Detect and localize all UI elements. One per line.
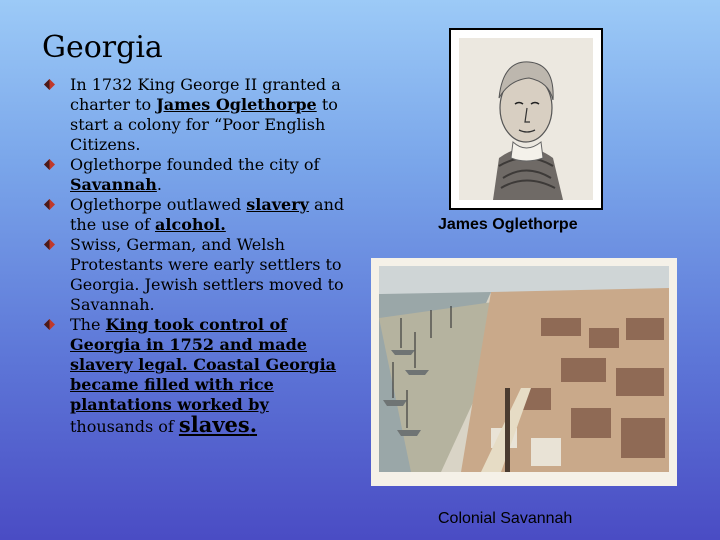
underlined-term: James Oglethorpe bbox=[156, 95, 317, 114]
savannah-image bbox=[371, 258, 677, 486]
bullet-text: . bbox=[156, 175, 162, 194]
underlined-term: slavery bbox=[246, 195, 309, 214]
underlined-term: Savannah bbox=[70, 175, 157, 194]
bullet-text: to start a colony for “Poor English Citizens. bbox=[70, 95, 338, 154]
bullet-text: Swiss, German, and Welsh Protestants were early settlers to Georgia. Jewish settlers moved to Savannah. bbox=[70, 235, 344, 314]
underlined-term: . bbox=[249, 412, 258, 437]
portrait-engraving bbox=[459, 38, 593, 200]
bullet-text: Oglethorpe founded the city of bbox=[70, 155, 320, 174]
underlined-term: King took control of Georgia in 1752 and made slavery legal. Coastal Georgia became filled with rice plantations worked by bbox=[70, 315, 337, 414]
bullet-text: In 1732 King George II granted a charter to bbox=[70, 75, 341, 114]
bullet-text: The bbox=[70, 315, 106, 334]
bullet-icon bbox=[44, 199, 55, 210]
bullet-text: and the use of bbox=[70, 195, 345, 234]
oglethorpe-portrait-drawing bbox=[459, 38, 593, 200]
bullet-icon bbox=[44, 319, 55, 330]
underlined-term: slaves bbox=[178, 412, 250, 437]
underlined-term: alcohol. bbox=[155, 215, 226, 234]
bullet-icon bbox=[44, 239, 55, 250]
savannah-engraving bbox=[371, 258, 677, 486]
bullet-item bbox=[44, 155, 354, 195]
bullet-text: thousands of bbox=[70, 417, 179, 436]
slide-title: Georgia bbox=[42, 30, 163, 65]
portrait-caption: James Oglethorpe bbox=[438, 216, 578, 233]
bullet-list bbox=[44, 75, 354, 437]
bullet-icon bbox=[44, 159, 55, 170]
portrait-image bbox=[449, 28, 603, 210]
bullet-text: Oglethorpe outlawed bbox=[70, 195, 247, 214]
savannah-caption: Colonial Savannah bbox=[438, 510, 573, 527]
bullet-item bbox=[44, 235, 354, 315]
bullet-icon bbox=[44, 79, 55, 90]
bullet-item bbox=[44, 195, 354, 235]
bullet-item bbox=[44, 75, 354, 155]
bullet-item bbox=[44, 315, 354, 437]
